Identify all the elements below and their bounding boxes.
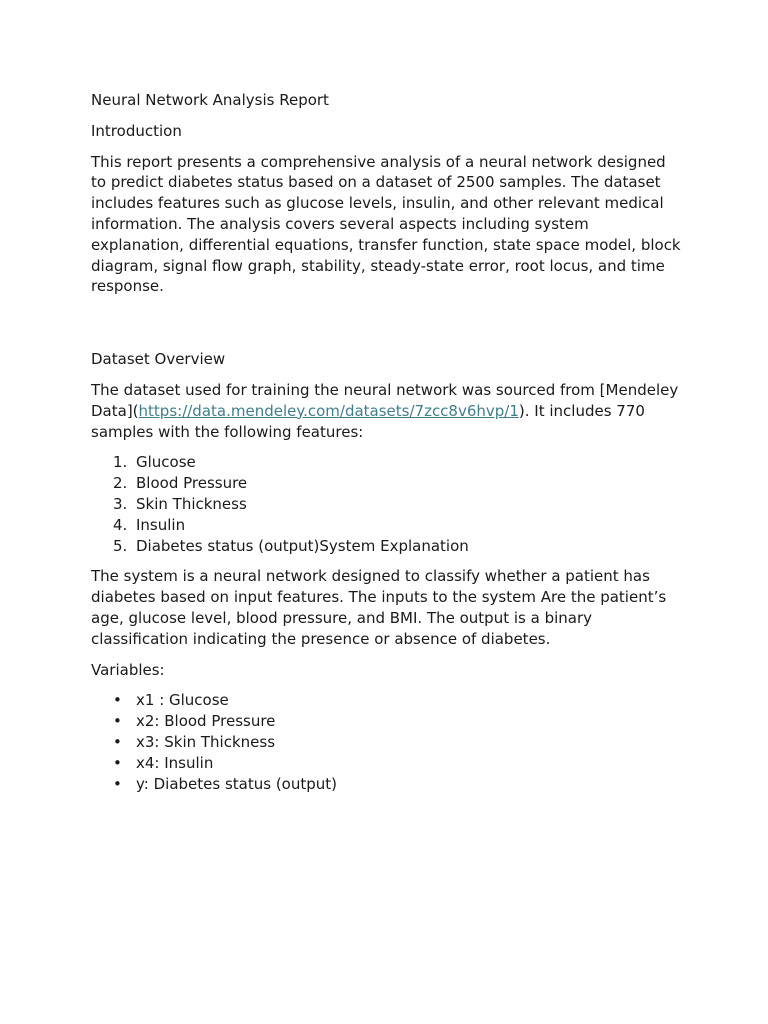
list-number: 4.	[113, 515, 128, 534]
list-item	[91, 494, 681, 515]
bullet-icon: •	[113, 774, 122, 793]
feature-text: Skin Thickness	[136, 494, 247, 513]
list-item	[91, 452, 681, 473]
section-spacer	[91, 307, 681, 349]
feature-text: Glucose	[136, 453, 196, 472]
feature-text: Diabetes status (output)System Explanation	[136, 536, 469, 555]
list-item	[91, 732, 681, 753]
list-item	[91, 536, 681, 557]
feature-list	[91, 452, 681, 556]
bullet-icon: •	[113, 691, 122, 710]
system-explanation-paragraph: The system is a neural network designed to classify whether a patient has diabetes based on input features. The inputs to the system Are the patient’s age, glucose level, blood pressure, and BMI. The output is a binary classification indicating the presence or absence of diabetes.	[91, 567, 667, 648]
document-title: Neural Network Analysis Report	[91, 91, 329, 109]
variable-text: x4: Insulin	[136, 753, 214, 772]
list-number: 5.	[113, 536, 128, 555]
list-item	[91, 690, 681, 711]
dataset-overview-heading: Dataset Overview	[91, 350, 226, 369]
dataset-overview-paragraph	[91, 380, 681, 442]
list-item	[91, 753, 681, 774]
variable-text: y: Diabetes status (output)	[136, 774, 337, 793]
bullet-icon: •	[113, 712, 122, 731]
list-number: 3.	[113, 494, 128, 513]
introduction-heading: Introduction	[91, 121, 182, 140]
dataset-text-prefix: The dataset used for training the neural network was sourced from [Mendeley Data](	[91, 380, 679, 420]
list-number: 2.	[113, 474, 128, 493]
list-item	[91, 711, 681, 732]
list-item	[91, 473, 681, 494]
bullet-icon: •	[113, 753, 122, 772]
dataset-text-suffix: ). It includes 770 samples with the following features:	[91, 401, 645, 441]
list-item	[91, 774, 681, 795]
variable-text: x3: Skin Thickness	[136, 732, 276, 751]
variables-list	[91, 690, 681, 794]
variable-text: x1 : Glucose	[136, 691, 229, 710]
variable-text: x2: Blood Pressure	[136, 712, 276, 731]
list-item	[91, 515, 681, 536]
feature-text: Insulin	[136, 515, 186, 534]
document-page	[91, 90, 681, 804]
introduction-paragraph: This report presents a comprehensive analysis of a neural network designed to predict diabetes status based on a dataset of 2500 samples. The dataset includes features such as glucose levels, insulin, and other relevant medical information. The analysis covers several aspects including system explanation, differential equations, transfer function, state space model, block diagram, signal flow graph, stability, steady-state error, root locus, and time response.	[91, 152, 681, 296]
variables-heading: Variables:	[91, 660, 165, 679]
list-number: 1.	[113, 453, 128, 472]
mendeley-dataset-link[interactable]: https://data.mendeley.com/datasets/7zcc8v6hvp/1	[138, 401, 519, 420]
feature-text: Blood Pressure	[136, 474, 248, 493]
bullet-icon: •	[113, 732, 122, 751]
